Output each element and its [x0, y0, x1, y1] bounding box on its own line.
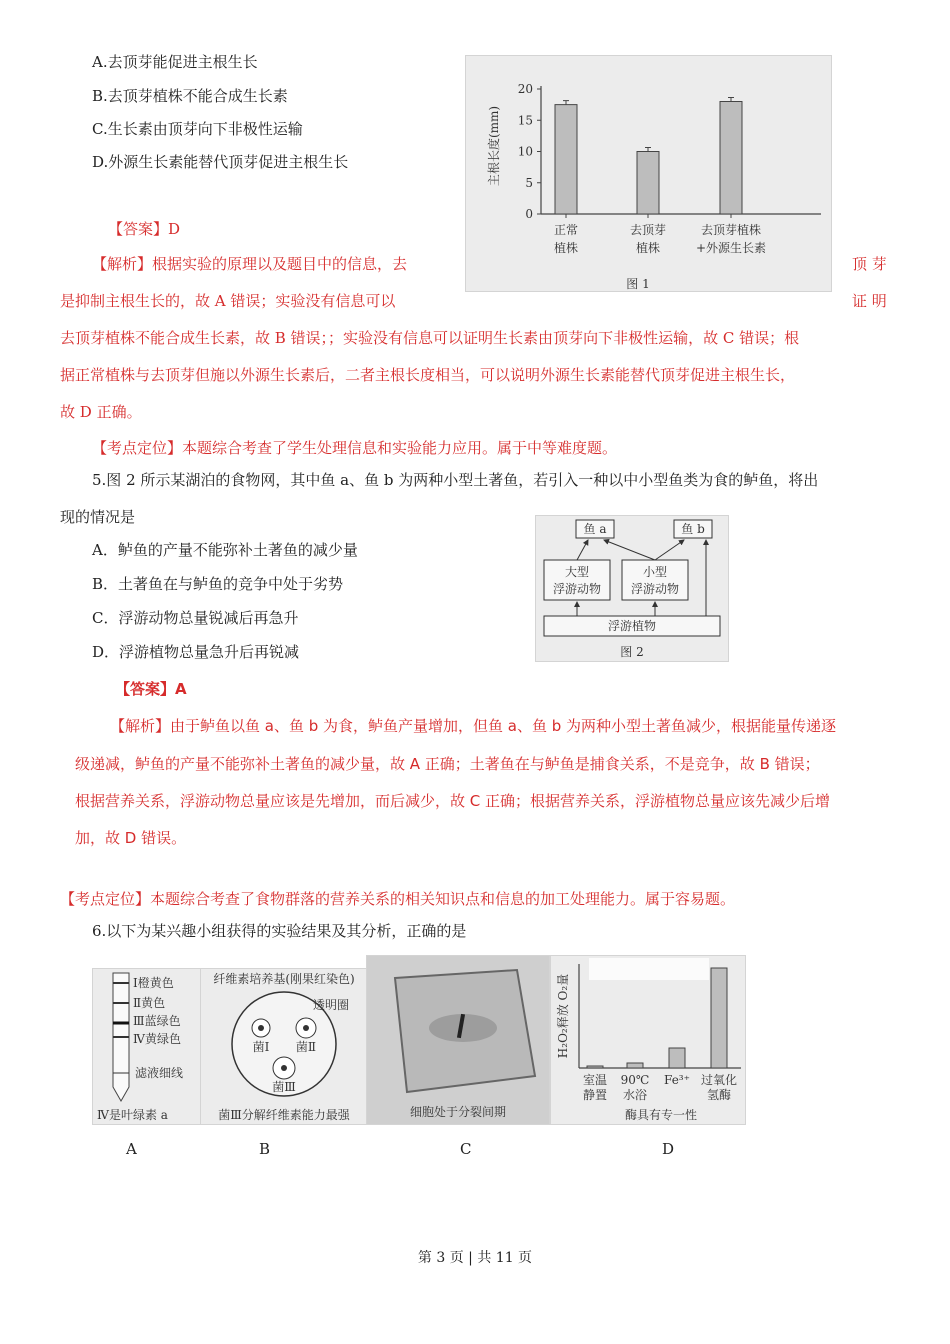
y-tick-label: 5 — [525, 175, 533, 190]
enzyme-bar-chart — [551, 956, 745, 1124]
figure-b-caption: 菌Ⅲ分解纤维素能力最强 — [218, 1108, 350, 1122]
q4-kaodian: 【考点定位】本题综合考查了学生处理信息和实验能力应用。属于中等难度题。 — [92, 439, 618, 457]
x-tick-label: 去顶芽 — [629, 223, 667, 237]
band-1-label: Ⅰ橙黄色 — [133, 976, 174, 990]
q6-label-b: B — [259, 1140, 271, 1158]
q6-label-c: C — [460, 1140, 472, 1158]
filter-line-label: 滤液细线 — [135, 1066, 184, 1080]
q4-analysis-line2: 是抑制主根生长的，故 A 错误；实验没有信息可以 — [60, 292, 396, 310]
q5-option-c: C．浮游动物总量锐减后再急升 — [92, 609, 299, 627]
d-cat-2-line2: 水浴 — [622, 1088, 648, 1102]
clear-zone-label: 透明圈 — [312, 998, 350, 1012]
enzyme-bar — [627, 1063, 643, 1068]
q4-analysis-line5: 故 D 正确。 — [60, 403, 142, 421]
figure-1-caption: 图 1 — [626, 277, 650, 291]
y-tick-label: 15 — [517, 113, 533, 128]
fish-a-label: 鱼 a — [583, 522, 607, 536]
figure-c-caption: 细胞处于分裂间期 — [409, 1105, 507, 1119]
q5-option-d: D．浮游植物总量急升后再锐减 — [92, 643, 300, 661]
q6-stem: 6.以下为某兴趣小组获得的实验结果及其分析，正确的是 — [92, 922, 467, 940]
q4-option-c: C.生长素由顶芽向下非极性运输 — [92, 120, 303, 138]
q5-analysis-line3: 根据营养关系，浮游动物总量应该是先增加，而后减少，故 C 正确；根据营养关系，浮游植物总量应该先减少后增 — [75, 792, 831, 810]
q5-stem-line2: 现的情况是 — [60, 508, 136, 526]
large-zooplankton-line2: 浮游动物 — [552, 582, 602, 596]
enzyme-bar — [669, 1048, 685, 1068]
q5-stem-line1: 5.图 2 所示某湖泊的食物网，其中鱼 a、鱼 b 为两种小型土著鱼，若引入一种以中小型鱼类为食的鲈鱼，将出 — [92, 471, 819, 489]
q5-option-b: B．土著鱼在与鲈鱼的竞争中处于劣势 — [92, 575, 344, 593]
d-cat-3-line1: Fe³⁺ — [664, 1073, 690, 1087]
x-tick-label: 植株 — [553, 241, 579, 255]
q4-option-a: A.去顶芽能促进主根生长 — [92, 53, 258, 71]
q4-option-d: D.外源生长素能替代顶芽促进主根生长 — [92, 153, 349, 171]
q4-analysis-line1-end: 顶 芽 — [852, 255, 887, 273]
x-tick-label: 去顶芽植株 — [700, 223, 762, 237]
q4-option-b: B.去顶芽植株不能合成生长素 — [92, 87, 288, 105]
q5-analysis-line4: 加，故 D 错误。 — [75, 829, 187, 847]
arrow-large-to-fish-a — [577, 540, 588, 560]
bacteria-3-label: 菌Ⅲ — [272, 1080, 296, 1094]
bacteria-1-label: 菌Ⅰ — [252, 1040, 270, 1054]
q5-analysis-line2: 级递减，鲈鱼的产量不能弥补土著鱼的减少量，故 A 正确；土著鱼在与鲈鱼是捕食关系，不是竞争，故 B 错误； — [75, 755, 820, 773]
q6-figure-a-chromatography — [92, 968, 202, 1125]
q4-analysis-line2-end: 证 明 — [852, 292, 887, 310]
d-y-axis-label: H₂O₂释放 O₂量 — [556, 973, 570, 1059]
q6-label-d: D — [662, 1140, 675, 1158]
bacteria-2-label: 菌Ⅱ — [295, 1040, 317, 1054]
q4-analysis-line4: 据正常植株与去顶芽但施以外源生长素后，二者主根长度相当，可以说明外源生长素能替代顶芽促进主根生长， — [60, 366, 796, 384]
q6-figure-c-cell-photo — [366, 955, 550, 1125]
figure-1-bar-chart — [465, 55, 832, 292]
bar — [555, 105, 577, 214]
band-4-label: Ⅳ黄绿色 — [133, 1032, 181, 1046]
q4-analysis-line1: 【解析】根据实验的原理以及题目中的信息，去 — [92, 255, 408, 273]
q6-figure-b-culture-plate — [200, 968, 368, 1125]
culture-plate — [201, 969, 367, 1124]
root-length-chart — [466, 56, 831, 291]
bar — [637, 152, 659, 215]
arrow-small-to-fish-b — [655, 540, 684, 560]
d-cat-1-line2: 静置 — [582, 1088, 608, 1102]
page-footer: 第 3 页 | 共 11 页 — [417, 1250, 533, 1266]
bar — [720, 102, 742, 215]
q5-answer: 【答案】A — [115, 680, 187, 698]
x-tick-label: +外源生长素 — [695, 241, 767, 255]
enzyme-bar — [711, 968, 727, 1068]
band-2-label: Ⅱ黄色 — [133, 996, 166, 1010]
figure-2-caption: 图 2 — [620, 645, 644, 659]
figure-d-caption: 酶具有专一性 — [624, 1108, 698, 1122]
y-tick-label: 10 — [517, 144, 533, 159]
plate-title: 纤维素培养基(刚果红染色) — [213, 972, 355, 986]
y-tick-label: 20 — [517, 82, 533, 96]
d-cat-2-line1: 90℃ — [620, 1073, 650, 1087]
q5-analysis-line1: 【解析】由于鲈鱼以鱼 a、鱼 b 为食，鲈鱼产量增加，但鱼 a、鱼 b 为两种小型土著鱼减少，根据能量传递逐 — [110, 717, 837, 735]
arrow-small-to-fish-a — [604, 540, 655, 560]
x-tick-label: 正常 — [553, 223, 579, 237]
small-zooplankton-line1: 小型 — [642, 565, 668, 579]
q6-figure-d-enzyme-chart — [550, 955, 746, 1125]
figure-a-caption: Ⅳ是叶绿素 a — [97, 1108, 168, 1122]
chromatography-strip — [93, 969, 201, 1124]
d-cat-4-line2: 氢酶 — [706, 1088, 732, 1102]
phytoplankton-label: 浮游植物 — [607, 619, 657, 633]
q4-analysis-line3: 去顶芽植株不能合成生长素，故 B 错误；；实验没有信息可以证明生长素由顶芽向下非极性运输，故 C 错误；根 — [60, 329, 800, 347]
q5-option-a: A．鲈鱼的产量不能弥补土著鱼的减少量 — [92, 541, 358, 559]
d-cat-1-line1: 室温 — [582, 1073, 608, 1087]
enzyme-bar — [587, 1066, 603, 1068]
small-zooplankton-line2: 浮游动物 — [630, 582, 680, 596]
large-zooplankton-line1: 大型 — [564, 565, 590, 579]
q4-answer: 【答案】D — [108, 220, 181, 238]
fish-b-label: 鱼 b — [681, 522, 705, 536]
food-web-diagram — [536, 516, 728, 661]
figure-2-food-web — [535, 515, 729, 662]
y-axis-label: 主根长度(mm) — [487, 105, 501, 187]
q5-kaodian: 【考点定位】本题综合考查了食物群落的营养关系的相关知识点和信息的加工处理能力。属于容易题。 — [60, 890, 736, 908]
cell-micrograph — [367, 956, 549, 1124]
x-tick-label: 植株 — [635, 241, 661, 255]
d-cat-4-line1: 过氧化 — [700, 1073, 738, 1087]
q6-label-a: A — [126, 1140, 137, 1158]
band-3-label: Ⅲ蓝绿色 — [133, 1014, 181, 1028]
y-tick-label: 0 — [525, 207, 533, 221]
